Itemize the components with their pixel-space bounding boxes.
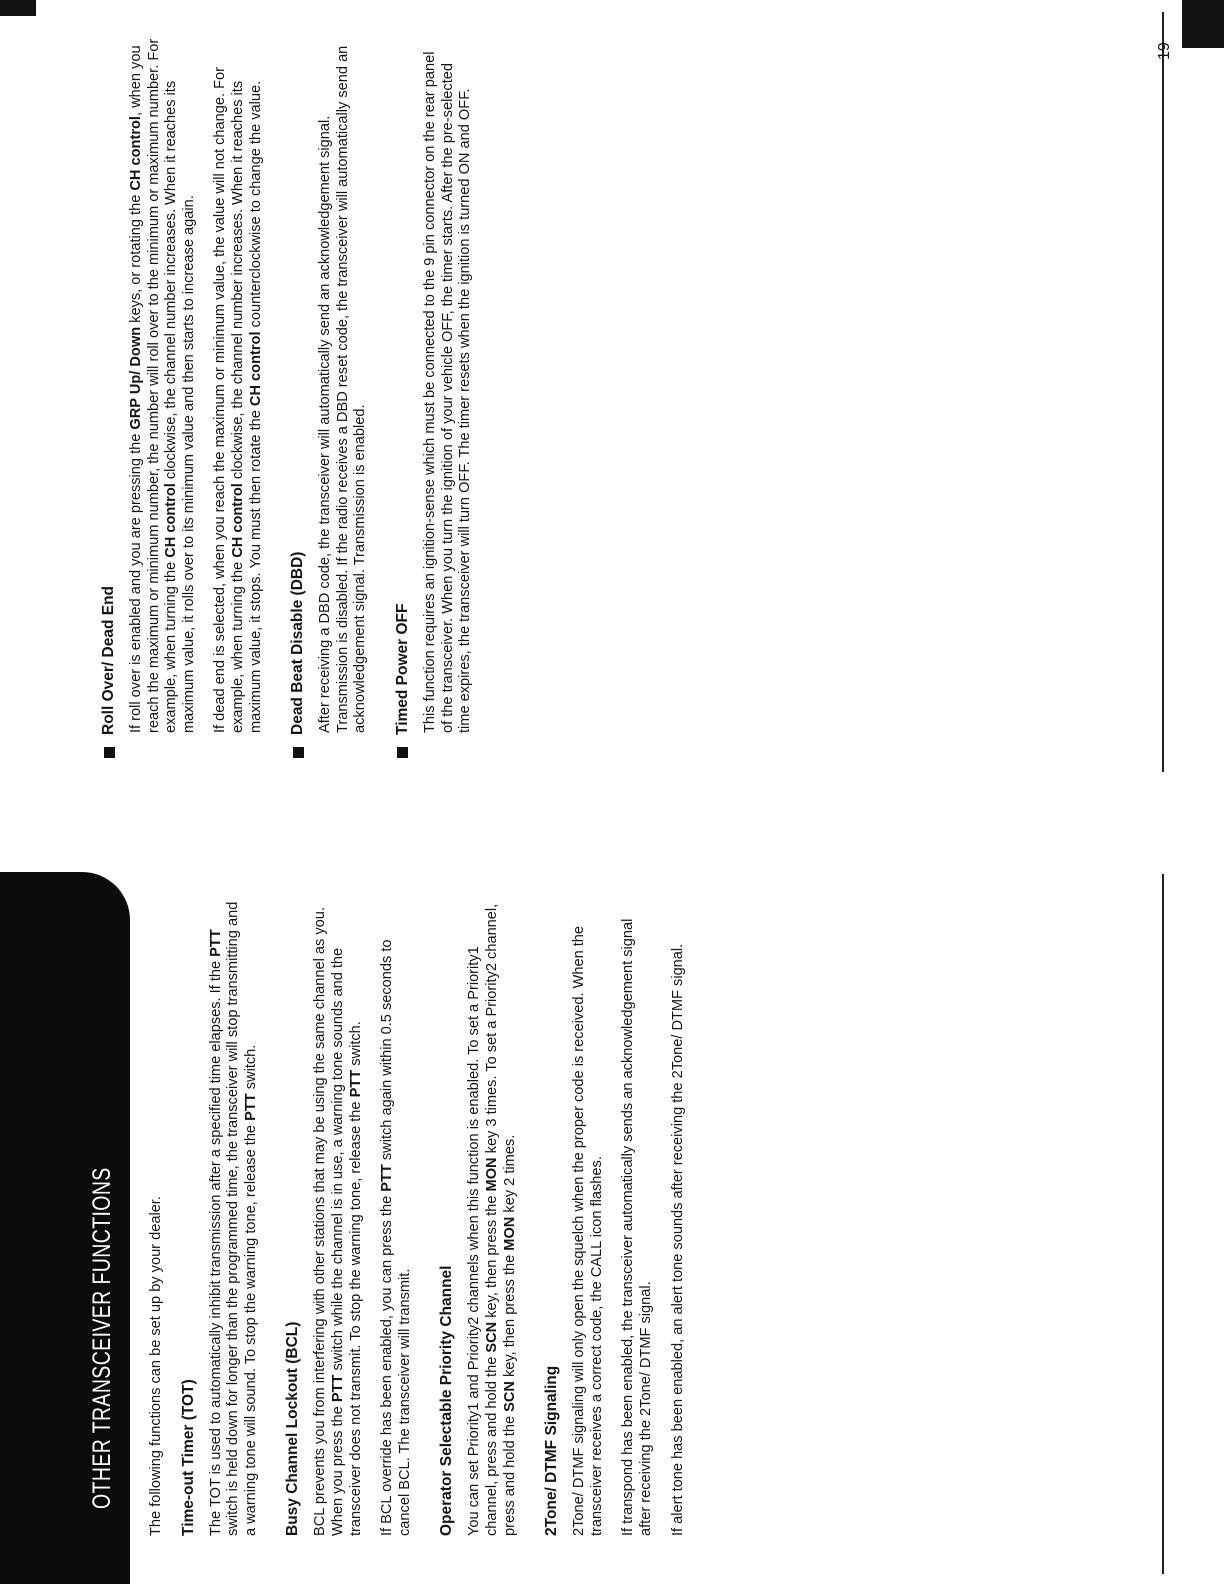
- section-heading: [180, 896, 198, 1536]
- section-timed-power-off: [394, 38, 475, 758]
- body-paragraph: If roll over is enabled and you are pressing the GRP Up/ Down keys, or rotating the CH control, when you reach the maximum or minimum number, the number will roll over to the minimum or maximum number. For example, when turning the CH control clockwise, the channel number increases. When it reaches its maximum value, it rolls over to its minimum value and then starts to increase again.: [128, 38, 197, 733]
- bold-term: CH control: [163, 483, 180, 558]
- section-heading: [100, 38, 118, 758]
- page-title: OTHER TRANSCEIVER FUNCTIONS: [88, 1167, 116, 1509]
- bold-term: CH control: [247, 331, 264, 407]
- bold-term: CH control: [128, 116, 144, 191]
- body-paragraph: 2Tone/ DTMF signaling will only open the squelch when the proper code is received. When the transceiver receives a correct code, the CALL icon flashes.: [571, 925, 605, 1536]
- divider-line: [1162, 874, 1164, 1574]
- section-heading: [284, 896, 302, 1536]
- body-paragraph: You can set Priority1 and Priority2 channels when this function is enabled. To set a Priority1 channel, press and hold the SCN key, then press the MON key 3 times. To set a Priority2 channel, press and hold the SCN key, then press the MON key 2 times.: [466, 903, 518, 1536]
- body-paragraph: If alert tone has been enabled, an alert tone sounds after receiving the 2Tone/ DTMF signal.: [669, 943, 686, 1536]
- scan-edge-mark: [0, 0, 36, 16]
- section-heading-text: Dead Beat Disable (DBD): [289, 551, 307, 735]
- bold-term: PTT: [329, 1374, 346, 1403]
- body-paragraph: If BCL override has been enabled, you can press the PTT switch again within 0.5 seconds to cancel BCL. The transceiver will transmit.: [379, 939, 413, 1536]
- section-heading: [394, 38, 412, 758]
- scan-edge-mark: [1182, 0, 1224, 48]
- section-busy-channel-lockout-bcl: [284, 896, 414, 1536]
- bold-term: PTT: [347, 1069, 364, 1098]
- square-bullet-icon: [104, 747, 115, 758]
- section-heading-text: Busy Channel Lockout (BCL): [284, 1321, 302, 1536]
- right-column: [100, 38, 499, 758]
- section-heading-text: Operator Selectable Priority Channel: [438, 1265, 456, 1536]
- left-column: [148, 896, 711, 1536]
- page-number: 19: [1156, 42, 1173, 60]
- intro-text: The following functions can be set up by your dealer.: [148, 1196, 164, 1536]
- section-dead-beat-disable-dbd: [289, 38, 370, 758]
- section-roll-over-dead-end: [100, 38, 265, 758]
- section-header-tab: [0, 872, 130, 1584]
- bold-term: PTT: [379, 1164, 396, 1192]
- bold-term: PTT: [242, 1093, 259, 1121]
- bold-term: MON: [501, 1216, 518, 1251]
- body-paragraph: After receiving a DBD code, the transceiver will automatically send an acknowledgement signal. Transmission is disabled. If the radio receives a DBD reset code, the transceiver will automatically send an acknowledgement signal. Transmission is enabled.: [317, 45, 369, 733]
- section-heading-text: 2Tone/ DTMF Signaling: [543, 1365, 561, 1536]
- bold-term: PTT: [207, 929, 224, 957]
- bold-term: MON: [483, 1157, 500, 1192]
- body-paragraph: BCL prevents you from interfering with other stations that may be using the same channel as you. When you press the PTT switch while the channel is in use, a warning tone sounds and the transceiver does not transmit. To stop the warning tone, release the PTT switch.: [312, 907, 364, 1536]
- bold-term: GRP Up/ Down: [128, 326, 144, 430]
- body-paragraph: The TOT is used to automatically inhibit transmission after a specified time elapses. If the PTT switch is held down for longer than the programmed time, the transceiver will stop transmitting and a warning tone will sound. To stop the warning tone, release the PTT switch.: [207, 901, 259, 1536]
- body-paragraph: If transpond has been enabled, the transceiver automatically sends an acknowledgement signal after receiving the 2Tone/ DTMF signal.: [620, 918, 654, 1536]
- left-sections: [180, 896, 688, 1536]
- section-heading-text: Timed Power OFF: [393, 603, 411, 735]
- section-operator-selectable-priority-channel: [438, 896, 519, 1536]
- section-heading: [289, 38, 307, 758]
- bold-term: SCN: [483, 1321, 500, 1353]
- section-heading-text: Roll Over/ Dead End: [100, 585, 117, 735]
- section-heading: [543, 896, 561, 1536]
- square-bullet-icon: [293, 747, 304, 758]
- right-sections: [100, 38, 475, 758]
- body-paragraph: This function requires an ignition-sense which must be connected to the 9 pin connector on the rear panel of the transceiver. When you turn the ignition of your vehicle OFF, the timer starts. After the pre-selected time expires, the transceiver will turn OFF. The timer resets when the ignition is turned ON and OFF.: [421, 51, 474, 733]
- section-heading: [438, 896, 456, 1536]
- section-2tone-dtmf-signaling: [543, 896, 687, 1536]
- section-heading-text: Time-out Timer (TOT): [179, 1379, 197, 1536]
- bold-term: SCN: [501, 1381, 518, 1412]
- divider-line: [1162, 12, 1164, 772]
- body-paragraph: If dead end is selected, when you reach the maximum or minimum value, the value will not change. For example, when turning the CH control clockwise, the channel number increases. When it reaches its maximum value, it stops. You must then rotate the CH control counterclockwise to change the value.: [212, 67, 264, 733]
- bold-term: CH control: [229, 483, 246, 558]
- square-bullet-icon: [397, 747, 408, 758]
- section-time-out-timer-tot: [180, 896, 261, 1536]
